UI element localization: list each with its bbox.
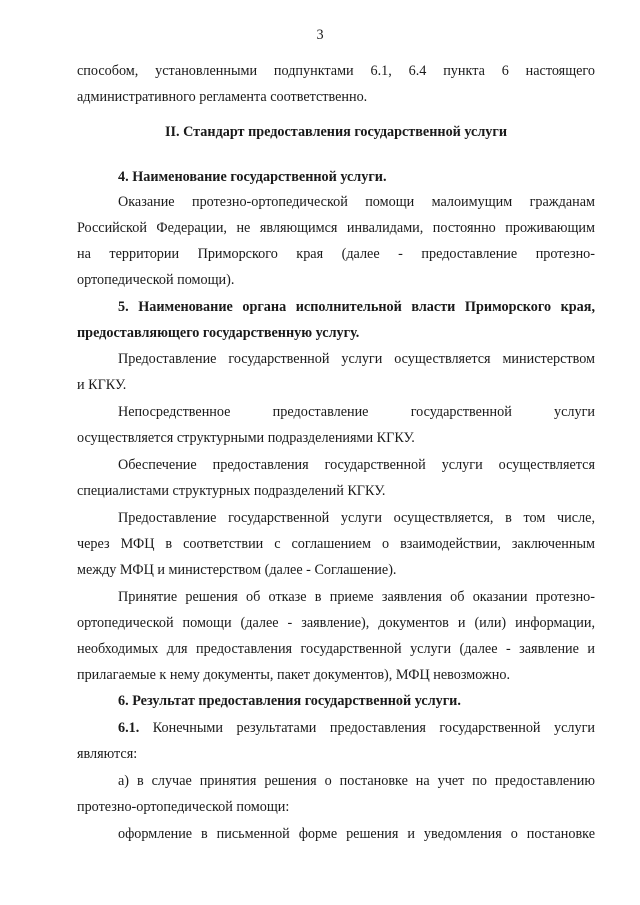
subsection-heading: 4. Наименование государственной услуги. <box>118 169 387 185</box>
subsection-heading: предоставляющего государственную услугу. <box>77 325 360 341</box>
text-line: осуществляется структурными подразделениями КГКУ. <box>77 430 415 446</box>
subsection-heading: 5. Наименование органа исполнительной власти Приморского края, <box>118 299 595 315</box>
subsection-heading: 6. Результат предоставления государственной услуги. <box>118 693 461 709</box>
clause-number: 6.1. <box>118 720 140 736</box>
text-line: способом, установленными подпунктами 6.1, 6.4 пункта 6 настоящего <box>77 63 595 79</box>
text-line <box>118 719 595 737</box>
section-heading: II. Стандарт предоставления государственной услуги <box>164 124 508 140</box>
text-line: оформление в письменной форме решения и уведомления о постановке <box>118 826 595 842</box>
text-line: специалистами структурных подразделений КГКУ. <box>77 483 386 499</box>
clause-text: Конечными результатами предоставления государственной услуги <box>139 720 595 736</box>
text-line: Российской Федерации, не являющимся инвалидами, постоянно проживающим <box>77 220 595 236</box>
text-line: и КГКУ. <box>77 377 127 393</box>
text-line: необходимых для предоставления государственной услуги (далее - заявление и <box>77 641 595 657</box>
text-line: ортопедической помощи (далее - заявление), документов и (или) информации, <box>77 615 595 631</box>
text-line: на территории Приморского края (далее - предоставление протезно- <box>77 246 595 262</box>
text-line: Обеспечение предоставления государственной услуги осуществляется <box>118 457 595 473</box>
text-line: Предоставление государственной услуги осуществляется министерством <box>118 351 595 367</box>
text-line: ортопедической помощи). <box>77 272 235 288</box>
text-line: между МФЦ и министерством (далее - Соглашение). <box>77 562 397 578</box>
text-line: протезно-ортопедической помощи: <box>77 799 290 815</box>
text-line: административного регламента соответственно. <box>77 89 368 105</box>
page-number: 3 <box>316 27 324 43</box>
text-line: Принятие решения об отказе в приеме заявления об оказании протезно- <box>118 589 595 605</box>
text-line: прилагаемые к нему документы, пакет документов), МФЦ невозможно. <box>77 667 511 683</box>
text-line: через МФЦ в соответствии с соглашением о взаимодействии, заключенным <box>77 536 595 552</box>
text-line: Непосредственное предоставление государственной услуги <box>118 404 595 420</box>
text-line: а) в случае принятия решения о постановке на учет по предоставлению <box>118 773 595 789</box>
text-line: Предоставление государственной услуги осуществляется, в том числе, <box>118 510 595 526</box>
text-line: Оказание протезно-ортопедической помощи малоимущим гражданам <box>118 194 595 210</box>
text-line: являются: <box>77 746 138 762</box>
